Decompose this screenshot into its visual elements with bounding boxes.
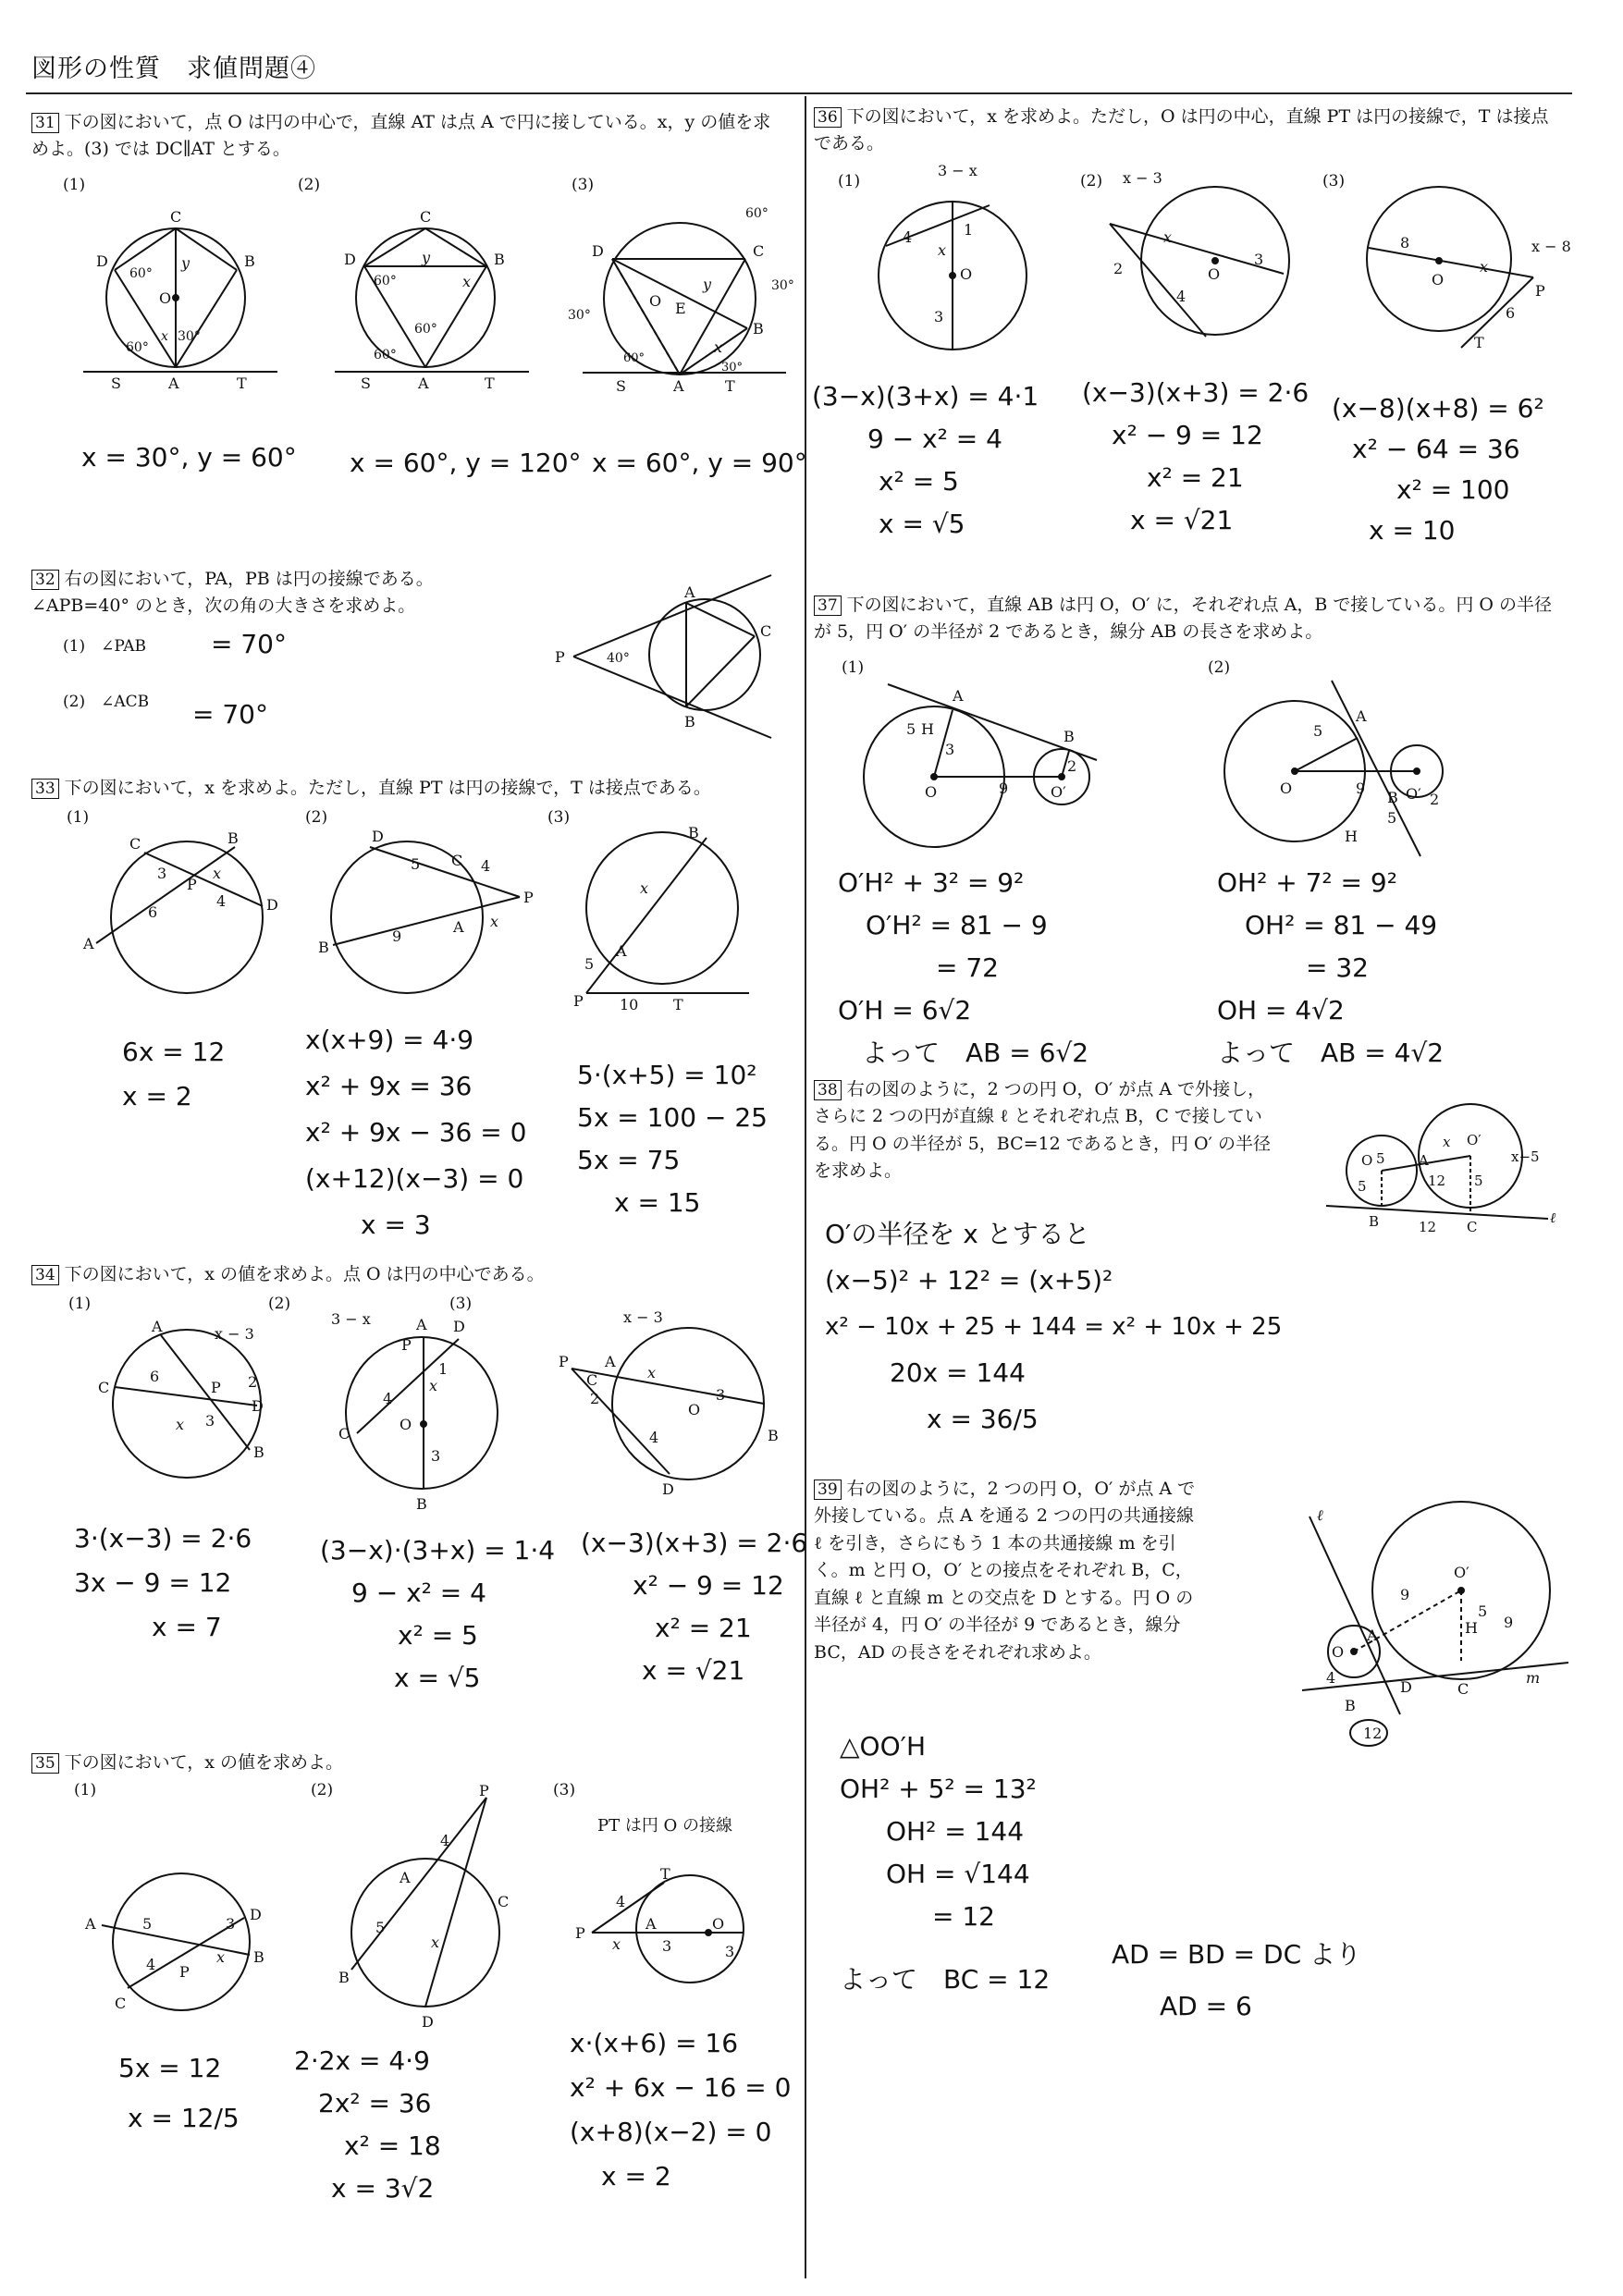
figure-37-1 (860, 675, 1110, 841)
svg-text:O: O (1432, 271, 1445, 289)
svg-text:5: 5 (1387, 809, 1397, 827)
svg-text:D: D (453, 1318, 465, 1335)
svg-text:A: A (673, 377, 684, 395)
figure-37-2 (1221, 675, 1461, 860)
figure-35-3 (566, 1849, 779, 1988)
sub-label: (1) (842, 658, 865, 677)
figure-31-2 (326, 203, 538, 398)
svg-text:D: D (592, 242, 604, 260)
svg-text:10: 10 (620, 996, 639, 1013)
sub-label: (2) (298, 176, 321, 194)
question-32-1: (1) ∠PAB (63, 637, 146, 656)
header-rule (26, 92, 1572, 94)
figure-34-1 (91, 1304, 303, 1489)
svg-text:3: 3 (662, 1937, 672, 1955)
page-title: 図形の性質 求値問題④ (31, 55, 316, 83)
svg-text:3: 3 (157, 865, 167, 882)
svg-text:3 − x: 3 − x (938, 162, 977, 179)
problem-text: 下の図において，点 O は円の中心で，直線 AT は点 A で円に接している。x，y の値を求めよ。(3) では DC∥AT とする。 (31, 112, 771, 160)
work-34-2: (3−x)·(3+x) = 1·4 9 − x² = 4 x² = 5 x = √5 (320, 1535, 556, 1693)
svg-text:x−5: x−5 (1511, 1148, 1540, 1165)
figure-32 (547, 566, 788, 742)
svg-text:12: 12 (1419, 1219, 1437, 1235)
svg-text:B: B (338, 1969, 350, 1986)
figure-34-3 (559, 1302, 790, 1496)
svg-text:D: D (252, 1397, 264, 1415)
svg-text:A: A (418, 374, 429, 392)
svg-text:y: y (181, 254, 191, 272)
svg-text:9: 9 (1400, 1586, 1410, 1603)
svg-text:A: A (453, 918, 464, 936)
sub-label: (3) (553, 1781, 576, 1799)
work-36-2: (x−3)(x+3) = 2·6 x² − 9 = 12 x² = 21 x = √21 (1082, 377, 1309, 535)
svg-text:A: A (1367, 1627, 1378, 1644)
figure-35-1 (80, 1859, 283, 2025)
svg-text:4: 4 (903, 228, 913, 246)
problem-number: 36 (814, 107, 842, 128)
problem-number: 31 (31, 113, 59, 133)
svg-text:x: x (714, 338, 723, 356)
work-33-1: 6x = 12 x = 2 (122, 1037, 226, 1111)
sub-label: (2) (311, 1781, 334, 1799)
svg-text:B: B (688, 824, 699, 841)
svg-text:3: 3 (1254, 251, 1264, 268)
svg-text:A: A (646, 1915, 657, 1933)
svg-text:D: D (266, 896, 278, 914)
svg-text:B: B (494, 251, 505, 268)
problem-text: 右の図において，PA，PB は円の接線である。∠APB=40° のとき，次の角の大きさを求めよ。 (31, 569, 434, 617)
svg-text:O: O (1208, 265, 1221, 283)
svg-text:C: C (129, 835, 141, 853)
svg-text:4: 4 (1326, 1669, 1336, 1687)
work-39-right: AD = BD = DC より AD = 6 (1112, 1939, 1362, 2021)
svg-text:9: 9 (392, 927, 402, 945)
sub-label: (3) (547, 808, 571, 827)
svg-text:60°: 60° (129, 266, 153, 281)
svg-text:C: C (753, 242, 765, 260)
svg-text:A: A (168, 374, 179, 392)
svg-text:P: P (575, 1924, 585, 1942)
problem-34 (31, 1261, 790, 1288)
svg-text:C: C (586, 1371, 598, 1389)
svg-text:A: A (953, 687, 964, 705)
svg-text:C: C (98, 1379, 110, 1396)
svg-text:P: P (573, 992, 584, 1010)
svg-text:3: 3 (716, 1386, 726, 1404)
problem-33 (31, 775, 790, 802)
svg-text:x: x (462, 273, 472, 290)
problem-32 (31, 566, 512, 620)
svg-text:x: x (1163, 228, 1173, 246)
svg-text:x − 3: x − 3 (623, 1308, 663, 1326)
svg-text:S: S (111, 374, 121, 392)
svg-text:P: P (187, 876, 197, 893)
svg-text:60°: 60° (623, 351, 646, 365)
figure-33-3 (559, 825, 762, 1019)
svg-text:P: P (479, 1782, 489, 1799)
column-divider (805, 96, 806, 2278)
svg-text:5: 5 (375, 1919, 386, 1936)
svg-text:O: O (159, 289, 172, 307)
svg-text:5: 5 (142, 1915, 153, 1933)
note-35-3: PT は円 O の接線 (597, 1816, 733, 1836)
svg-text:P: P (401, 1336, 412, 1354)
svg-text:D: D (372, 828, 384, 845)
problem-text: 右の図のように，2 つの円 O，O′ が点 A で外接している。点 A を通る 2 つの円の共通接線 ℓ を引き，さらにもう 1 本の共通接線 m を引く。m と円 O，O′ との接点をそれぞれ B，C，直線 ℓ と直線 m との交点を D とする。円 O の半径が 4，円 O′ の半径が 9 であるとき，線分 BC，AD の長さをそれぞれ求めよ。 (814, 1479, 1196, 1663)
svg-text:C: C (498, 1893, 510, 1910)
work-37-1: O′H² + 3² = 9² O′H² = 81 − 9 = 72 O′H = 6√2 よって AB = 6√2 (838, 867, 1089, 1068)
problem-number: 32 (31, 570, 59, 590)
svg-text:O: O (649, 292, 662, 310)
svg-text:9: 9 (999, 780, 1009, 797)
sub-label: (3) (572, 176, 595, 194)
svg-text:x: x (161, 329, 168, 344)
svg-text:x: x (429, 1377, 438, 1394)
svg-text:T: T (237, 374, 247, 392)
svg-text:C: C (420, 208, 432, 226)
svg-text:60°: 60° (374, 348, 397, 362)
svg-text:3: 3 (226, 1915, 236, 1933)
work-38: O′の半径を x とすると (x−5)² + 12² = (x+5)² x² − 10x + 25 + 144 = x² + 10x + 25 20x = 144 x = 36/5 (825, 1219, 1283, 1434)
svg-text:A: A (1419, 1152, 1429, 1169)
svg-text:60°: 60° (414, 322, 437, 337)
problem-number: 33 (31, 779, 59, 799)
svg-text:B: B (227, 829, 239, 847)
problem-number: 34 (31, 1265, 59, 1285)
svg-text:C: C (170, 208, 182, 226)
figure-31-3 (564, 190, 795, 398)
sub-label: (2) (268, 1295, 291, 1313)
svg-text:D: D (344, 251, 356, 268)
svg-text:B: B (253, 1443, 264, 1461)
svg-text:B: B (1369, 1213, 1380, 1230)
svg-text:x − 3: x − 3 (215, 1325, 254, 1343)
answer-32-2: = 70° (192, 699, 268, 730)
svg-text:5: 5 (1313, 722, 1323, 740)
svg-text:2: 2 (1430, 791, 1440, 808)
svg-text:A: A (684, 583, 695, 601)
svg-text:B: B (1387, 789, 1398, 806)
svg-text:x: x (612, 1935, 621, 1953)
svg-text:A: A (605, 1353, 616, 1370)
svg-text:m: m (1526, 1669, 1541, 1687)
svg-text:8: 8 (1400, 234, 1410, 252)
sub-label: (1) (63, 176, 86, 194)
svg-text:x: x (216, 1948, 226, 1966)
svg-text:C: C (451, 852, 463, 869)
svg-text:y: y (422, 249, 431, 266)
sub-label: (3) (1322, 172, 1346, 190)
svg-text:40°: 40° (607, 651, 630, 666)
svg-text:H: H (1345, 828, 1358, 845)
svg-text:30°: 30° (771, 278, 794, 293)
svg-text:5: 5 (1474, 1173, 1483, 1189)
svg-text:2: 2 (590, 1390, 600, 1407)
figure-39 (1298, 1489, 1576, 1757)
work-35-3: x·(x+6) = 16 x² + 6x − 16 = 0 (x+8)(x−2) = 0 x = 2 (570, 2028, 792, 2192)
svg-text:O: O (960, 265, 973, 283)
svg-text:4: 4 (616, 1893, 626, 1910)
svg-text:A: A (152, 1318, 163, 1335)
svg-text:4: 4 (146, 1956, 156, 1973)
svg-text:S: S (616, 377, 626, 395)
problem-number: 37 (814, 595, 842, 616)
svg-text:T: T (673, 996, 683, 1013)
figure-38 (1317, 1087, 1567, 1235)
svg-text:P: P (523, 889, 534, 906)
svg-text:O: O (1361, 1152, 1373, 1169)
svg-text:A: A (83, 935, 94, 952)
svg-text:C: C (760, 622, 772, 640)
svg-text:O: O (688, 1401, 701, 1418)
svg-text:B: B (684, 713, 695, 731)
svg-text:O′: O′ (1467, 1132, 1482, 1148)
svg-text:P: P (559, 1353, 569, 1370)
svg-text:9: 9 (1356, 780, 1366, 797)
work-36-3: (x−8)(x+8) = 6² x² − 64 = 36 x² = 100 x = 10 (1332, 393, 1544, 546)
svg-text:E: E (675, 300, 686, 317)
svg-text:x − 3: x − 3 (1123, 169, 1162, 187)
svg-text:C: C (115, 1995, 127, 2012)
svg-text:5: 5 (1376, 1150, 1385, 1167)
svg-text:9: 9 (1504, 1614, 1514, 1631)
svg-text:ℓ: ℓ (1550, 1209, 1556, 1226)
work-35-1: 5x = 12 x = 12/5 (118, 2053, 240, 2133)
svg-text:B: B (1064, 728, 1075, 745)
svg-text:D: D (662, 1480, 674, 1498)
sub-label: (1) (67, 808, 90, 827)
svg-text:60°: 60° (126, 340, 149, 355)
problem-31 (31, 109, 781, 164)
svg-text:4: 4 (481, 857, 491, 875)
figure-33-2 (314, 825, 546, 1010)
svg-text:D: D (250, 1906, 262, 1923)
work-33-3: 5·(x+5) = 10² 5x = 100 − 25 5x = 75 x = 15 (577, 1060, 768, 1218)
svg-text:T: T (485, 374, 495, 392)
svg-text:D: D (422, 2013, 434, 2031)
answer-31-1: x = 30°, y = 60° (81, 442, 297, 473)
svg-text:3: 3 (431, 1447, 441, 1465)
svg-text:3: 3 (945, 741, 955, 758)
problem-text: 下の図において，x を求めよ。ただし，直線 PT は円の接線で，T は接点である。 (64, 778, 711, 798)
svg-text:5: 5 (906, 720, 916, 738)
sub-label: (2) (305, 808, 328, 827)
svg-text:6: 6 (148, 903, 158, 921)
problem-37 (814, 592, 1554, 646)
svg-text:4: 4 (216, 892, 227, 910)
svg-text:5: 5 (1478, 1602, 1488, 1620)
svg-text:D: D (1400, 1678, 1412, 1696)
work-33-2: x(x+9) = 4·9 x² + 9x = 36 x² + 9x − 36 = 0 (x+12)(x−3) = 0 x = 3 (305, 1025, 527, 1240)
svg-text:T: T (1474, 334, 1484, 351)
svg-text:60°: 60° (745, 206, 768, 221)
answer-31-2: x = 60°, y = 120° (350, 448, 582, 478)
problem-38 (814, 1076, 1276, 1185)
svg-text:H: H (921, 720, 934, 738)
sub-label: (2) (1080, 172, 1103, 190)
svg-text:4: 4 (649, 1429, 659, 1446)
svg-text:T: T (725, 377, 735, 395)
problem-number: 38 (814, 1080, 842, 1100)
svg-text:B: B (416, 1495, 427, 1513)
svg-text:5: 5 (411, 855, 421, 873)
svg-text:A: A (416, 1316, 427, 1333)
svg-text:O′: O′ (1454, 1564, 1469, 1581)
figure-33-1 (78, 825, 300, 1010)
svg-text:O: O (712, 1915, 725, 1933)
svg-text:x: x (1480, 258, 1489, 276)
problem-36 (814, 104, 1554, 158)
svg-text:x: x (647, 1364, 657, 1381)
svg-text:H: H (1465, 1619, 1478, 1637)
svg-text:x: x (1443, 1134, 1451, 1150)
svg-text:S: S (361, 374, 371, 392)
figure-35-2 (324, 1782, 546, 2034)
svg-text:B: B (318, 939, 329, 956)
svg-text:C: C (1457, 1680, 1469, 1698)
svg-text:T: T (660, 1865, 670, 1883)
problem-number: 35 (31, 1753, 59, 1774)
problem-39 (814, 1476, 1202, 1666)
svg-text:6: 6 (150, 1368, 160, 1385)
problem-text: 下の図において，直線 AB は円 O，O′ に，それぞれ点 A，B で接している。円 O の半径が 5，円 O′ の半径が 2 であるとき，線分 AB の長さを求めよ。 (814, 595, 1552, 643)
svg-text:C: C (1467, 1219, 1478, 1235)
sub-label: (3) (449, 1295, 473, 1313)
svg-text:A: A (1356, 707, 1367, 725)
svg-text:B: B (768, 1427, 779, 1444)
svg-text:O: O (400, 1416, 412, 1433)
svg-text:4: 4 (383, 1390, 393, 1407)
svg-text:O: O (1280, 780, 1293, 797)
svg-text:C: C (338, 1425, 350, 1443)
svg-text:P: P (211, 1379, 221, 1396)
svg-text:3: 3 (205, 1412, 215, 1430)
svg-text:A: A (400, 1869, 411, 1886)
svg-text:12: 12 (1363, 1725, 1383, 1742)
svg-text:x: x (938, 241, 947, 259)
svg-text:B: B (753, 320, 764, 338)
problem-text: 下の図において，x を求めよ。ただし，O は円の中心，直線 PT は円の接線で，T は接点である。 (814, 106, 1549, 154)
svg-text:2: 2 (1113, 260, 1124, 277)
sub-label: (1) (68, 1295, 92, 1313)
svg-text:1: 1 (438, 1360, 449, 1378)
answer-31-3: x = 60°, y = 90° (592, 448, 807, 478)
work-35-2: 2·2x = 4·9 2x² = 36 x² = 18 x = 3√2 (294, 2045, 441, 2204)
question-32-2: (2) ∠ACB (63, 693, 150, 711)
svg-text:B: B (244, 252, 255, 270)
svg-text:A: A (85, 1915, 96, 1933)
svg-text:P: P (179, 1963, 190, 1981)
svg-text:x: x (490, 913, 499, 930)
svg-text:x: x (431, 1934, 440, 1951)
svg-text:B: B (253, 1948, 264, 1966)
svg-text:4: 4 (440, 1832, 450, 1849)
svg-text:P: P (1535, 282, 1545, 300)
svg-text:x − 8: x − 8 (1531, 238, 1571, 255)
svg-text:5: 5 (1358, 1178, 1367, 1195)
svg-text:3 − x: 3 − x (331, 1310, 371, 1328)
sub-label: (2) (1208, 658, 1231, 677)
svg-text:P: P (555, 648, 565, 666)
figure-36-1 (860, 157, 1045, 361)
svg-text:O′: O′ (1051, 783, 1066, 801)
svg-text:O′: O′ (1406, 785, 1421, 803)
svg-text:B: B (1345, 1697, 1356, 1714)
work-36-1: (3−x)(3+x) = 4·1 9 − x² = 4 x² = 5 x = √5 (812, 381, 1039, 539)
svg-text:O: O (1332, 1643, 1345, 1661)
svg-text:1: 1 (964, 221, 974, 239)
svg-text:x: x (640, 879, 649, 897)
svg-text:y: y (703, 276, 712, 293)
answer-32-1: = 70° (211, 629, 287, 659)
problem-35 (31, 1750, 790, 1776)
svg-text:x: x (213, 865, 222, 882)
work-39: △OO′H OH² + 5² = 13² OH² = 144 OH = √144 = 12 よって BC = 12 (840, 1731, 1051, 1995)
svg-text:30°: 30° (568, 308, 591, 323)
svg-text:6: 6 (1506, 304, 1516, 322)
sub-label: (1) (838, 172, 861, 190)
sub-label: (1) (74, 1781, 97, 1799)
figure-36-3 (1350, 166, 1581, 351)
svg-text:2: 2 (1067, 757, 1077, 775)
problem-text: 下の図において，x の値を求めよ。 (64, 1752, 344, 1773)
svg-text:A: A (616, 942, 627, 960)
figure-34-2 (320, 1304, 505, 1516)
figure-36-2 (1104, 159, 1308, 344)
work-34-3: (x−3)(x+3) = 2·6 x² − 9 = 12 x² = 21 x = √21 (581, 1528, 808, 1686)
svg-text:3: 3 (725, 1943, 735, 1960)
svg-text:5: 5 (584, 955, 595, 973)
svg-text:x: x (176, 1416, 185, 1433)
svg-text:30°: 30° (721, 361, 744, 374)
svg-text:30°: 30° (178, 329, 201, 344)
work-37-2: OH² + 7² = 9² OH² = 81 − 49 = 32 OH = 4√2 よって AB = 4√2 (1217, 867, 1445, 1068)
problem-text: 下の図において，x の値を求めよ。点 O は円の中心である。 (64, 1264, 545, 1284)
svg-text:4: 4 (1176, 288, 1187, 305)
problem-number: 39 (814, 1480, 842, 1500)
work-34-1: 3·(x−3) = 2·6 3x − 9 = 12 x = 7 (74, 1523, 252, 1642)
svg-text:D: D (96, 252, 108, 270)
svg-text:60°: 60° (374, 274, 397, 289)
problem-text: 右の図のように，2 つの円 O，O′ が点 A で外接し，さらに 2 つの円が直線 ℓ とそれぞれ点 B，C で接している。円 O の半径が 5，BC=12 であるとき，円 O′ の半径を求めよ。 (814, 1079, 1271, 1182)
svg-text:ℓ: ℓ (1317, 1506, 1323, 1524)
svg-text:O: O (925, 783, 938, 801)
figure-31-1 (74, 203, 287, 398)
svg-text:2: 2 (248, 1373, 258, 1391)
svg-text:3: 3 (934, 308, 944, 325)
svg-text:12: 12 (1428, 1173, 1446, 1189)
